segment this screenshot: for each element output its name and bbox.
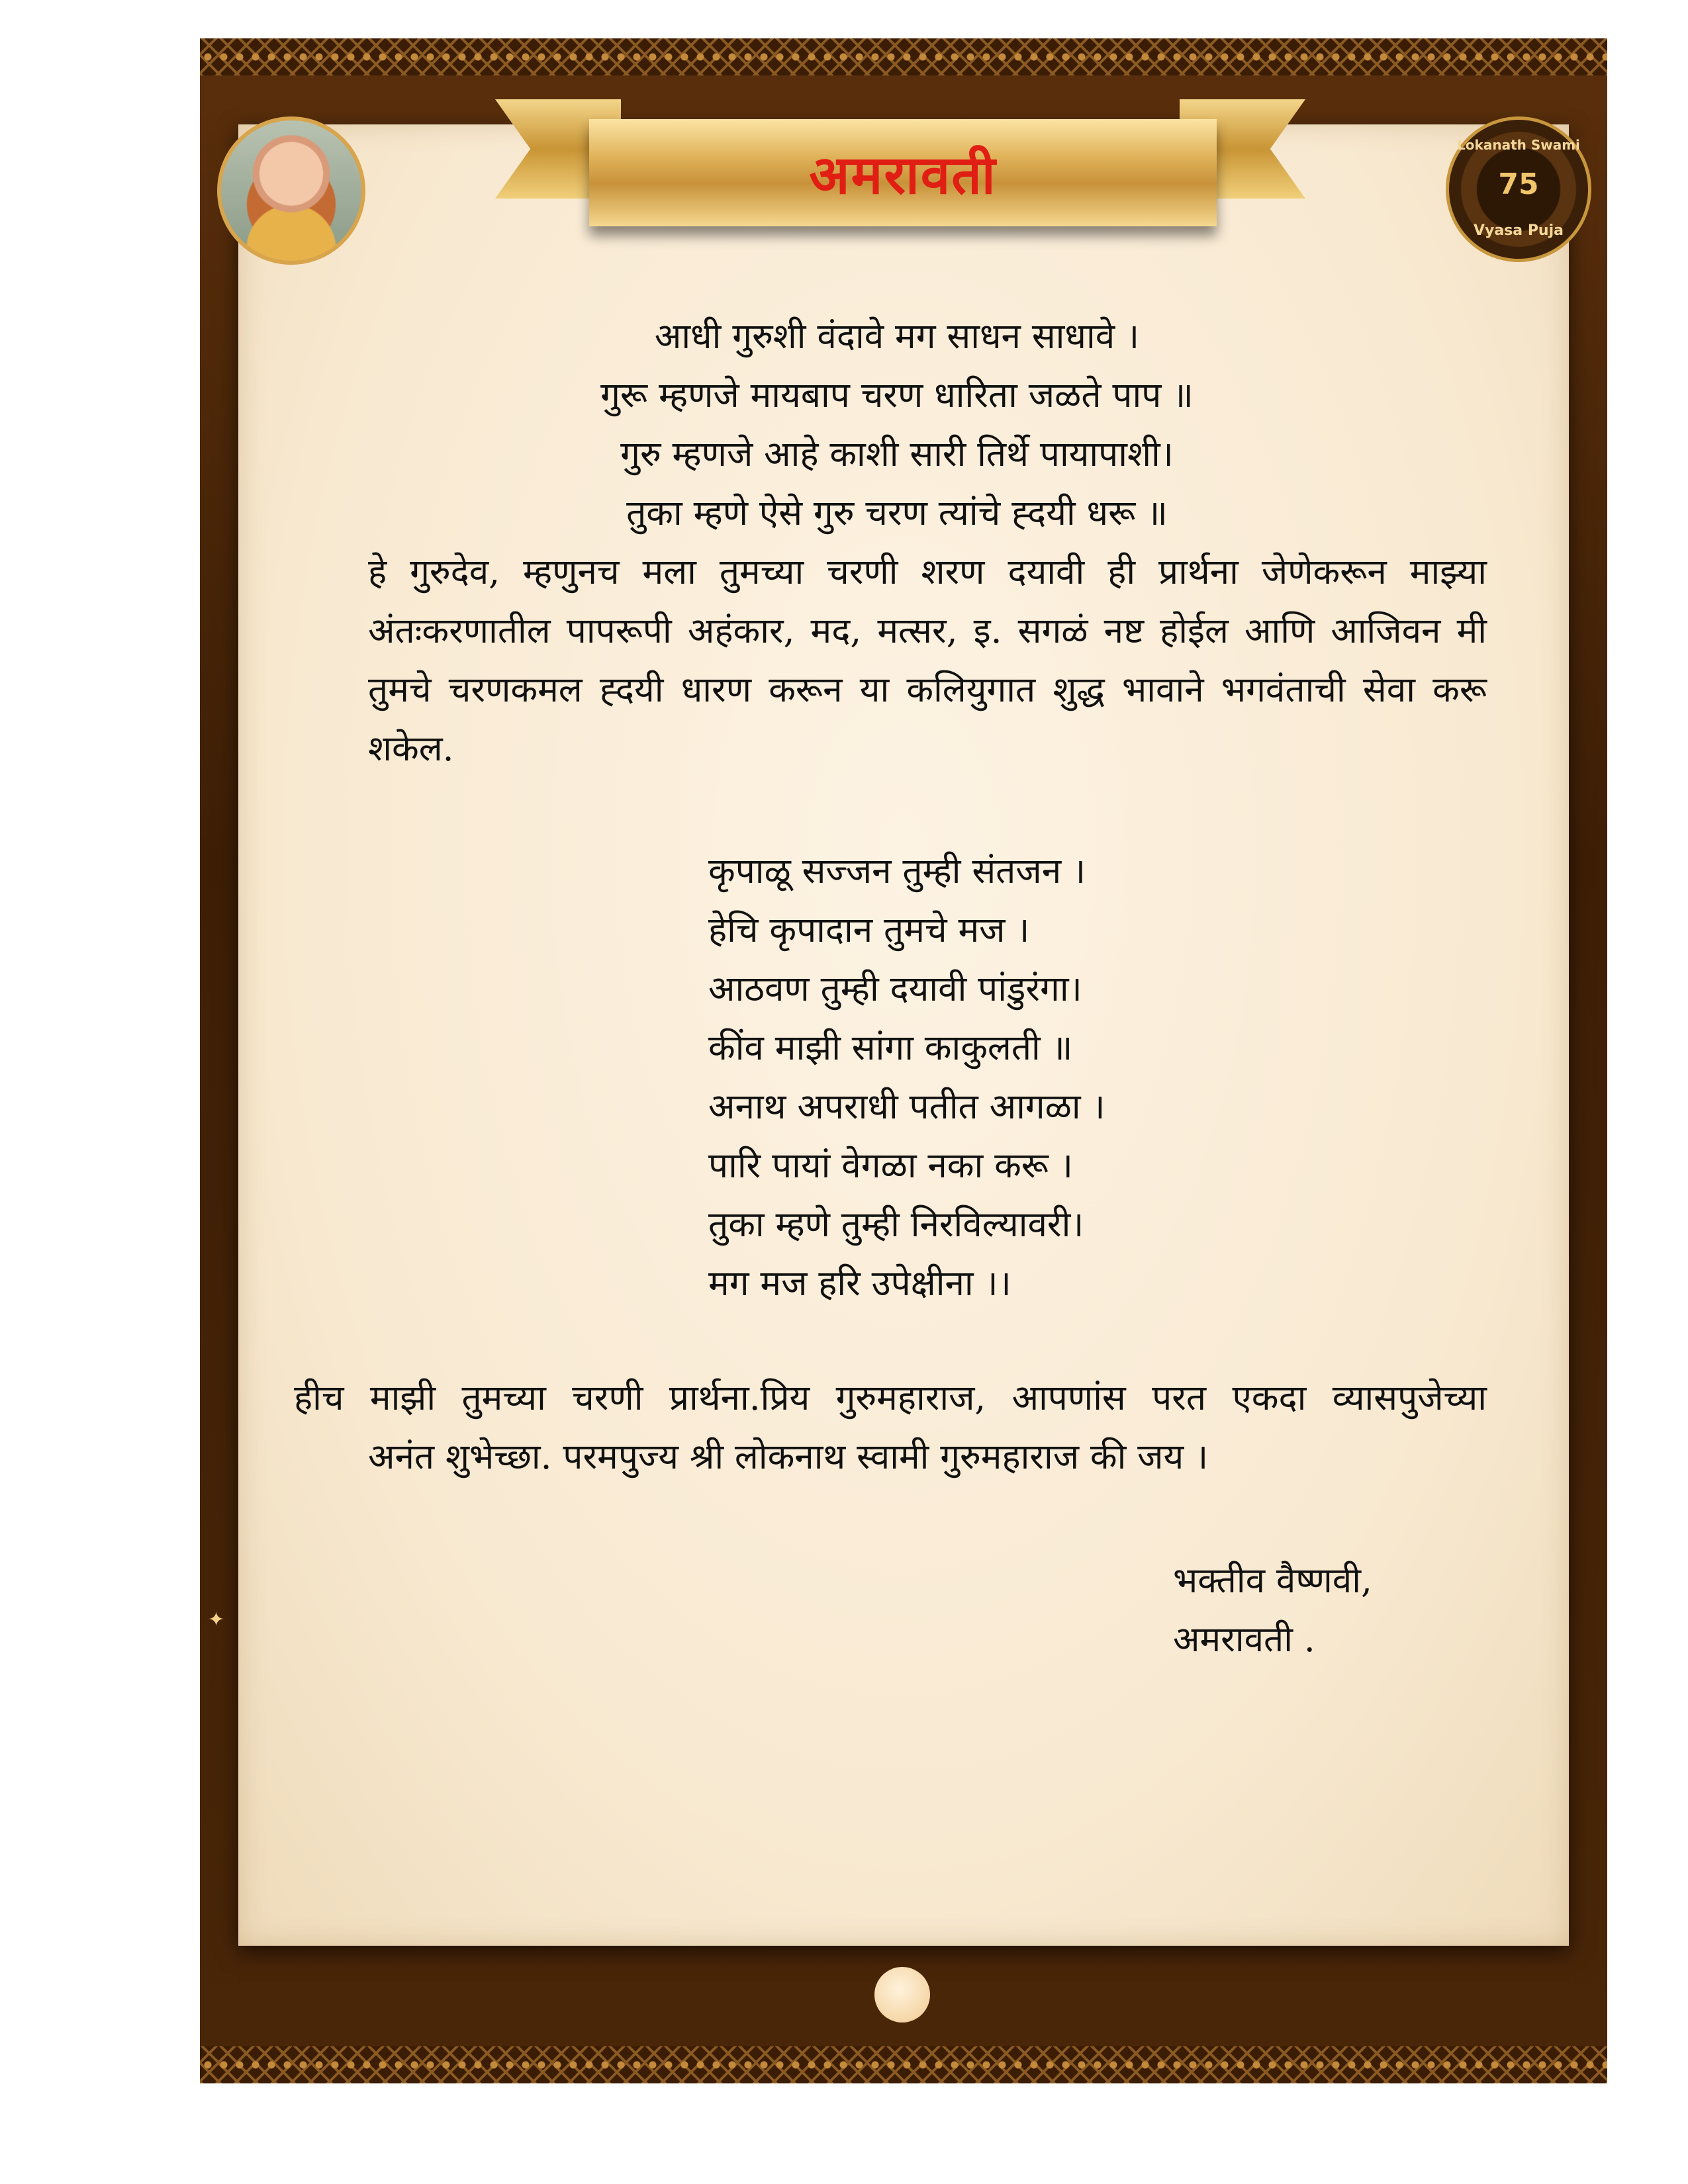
poem-two-line: कींव माझी सांगा काकुलती ॥ <box>708 1028 1073 1068</box>
top-border-pattern <box>200 38 1607 75</box>
poem-one-line: तुका म्हणे ऐसे गुरु चरण त्यांचे ह्दयी धरू ॥ <box>626 493 1168 533</box>
poem-two-line: हेचि कृपादान तुमचे मज । <box>708 910 1030 950</box>
poem-one <box>424 307 1370 543</box>
sparkle-icon: ✦ <box>208 1608 225 1631</box>
title-banner <box>589 119 1217 226</box>
poem-two <box>708 842 1304 1313</box>
guru-portrait-avatar <box>217 116 365 265</box>
badge-number: 75 <box>1498 167 1539 201</box>
page-title: अमरावती <box>809 144 997 206</box>
signature-place: अमरावती . <box>1173 1619 1315 1660</box>
poem-two-line: अनाथ अपराधी पतीत आगळा । <box>708 1087 1105 1127</box>
closing-line-one: हीच माझी तुमच्या चरणी प्रार्थना.प्रिय गुरुमहाराज, आपणांस परत एकदा व्यासपुजेच्या <box>294 1378 1487 1418</box>
scroll-knob-ornament <box>874 1967 930 2023</box>
poem-two-line: आठवण तुम्ही दयावी पांडुरंगा। <box>708 969 1082 1009</box>
signature-block <box>1173 1551 1504 1669</box>
bottom-border-pattern <box>200 2046 1607 2083</box>
vyasa-puja-badge-logo <box>1446 116 1591 262</box>
signature-name: भक्तीव वैष्णवी, <box>1173 1561 1372 1601</box>
poem-two-line: पारि पायां वेगळा नका करू । <box>708 1146 1073 1186</box>
prayer-paragraph: हे गुरुदेव, म्हणुनच मला तुमच्या चरणी शरण दयावी ही प्रार्थना जेणेकरून माझ्या अंतःकरणातील पापरूपी अहंकार, मद, मत्सर, इ. सगळं नष्ट होईल आणि आजिवन मी तुमचे चरणकमल ह्दयी धारण करून या कलियुगात शुद्ध भावाने भगवंताची सेवा करू शकेल. <box>368 552 1487 769</box>
poem-two-line: तुका म्हणे तुम्ही निरविल्यावरी। <box>708 1205 1084 1245</box>
closing-wishes <box>294 1369 1487 1486</box>
poem-one-line: गुरु म्हणजे आहे काशी सारी तिर्थे पायापाशी। <box>620 434 1174 475</box>
poem-two-line: कृपाळू सज्जन तुम्ही संतजन । <box>708 851 1086 891</box>
poem-two-line: मग मज हरि उपेक्षीना ।। <box>708 1263 1011 1304</box>
closing-line-two: अनंत शुभेच्छा. परमपुज्य श्री लोकनाथ स्वामी गुरुमहाराज की जय । <box>368 1437 1209 1477</box>
poem-one-line: गुरू म्हणजे मायबाप चरण धारिता जळते पाप ॥ <box>600 375 1194 416</box>
badge-bottom-text: Vyasa Puja <box>1474 222 1564 239</box>
badge-top-text: Lokanath Swami <box>1457 137 1580 153</box>
poem-one-line: आधी गुरुशी वंदावे मग साधन साधावे । <box>654 316 1140 357</box>
